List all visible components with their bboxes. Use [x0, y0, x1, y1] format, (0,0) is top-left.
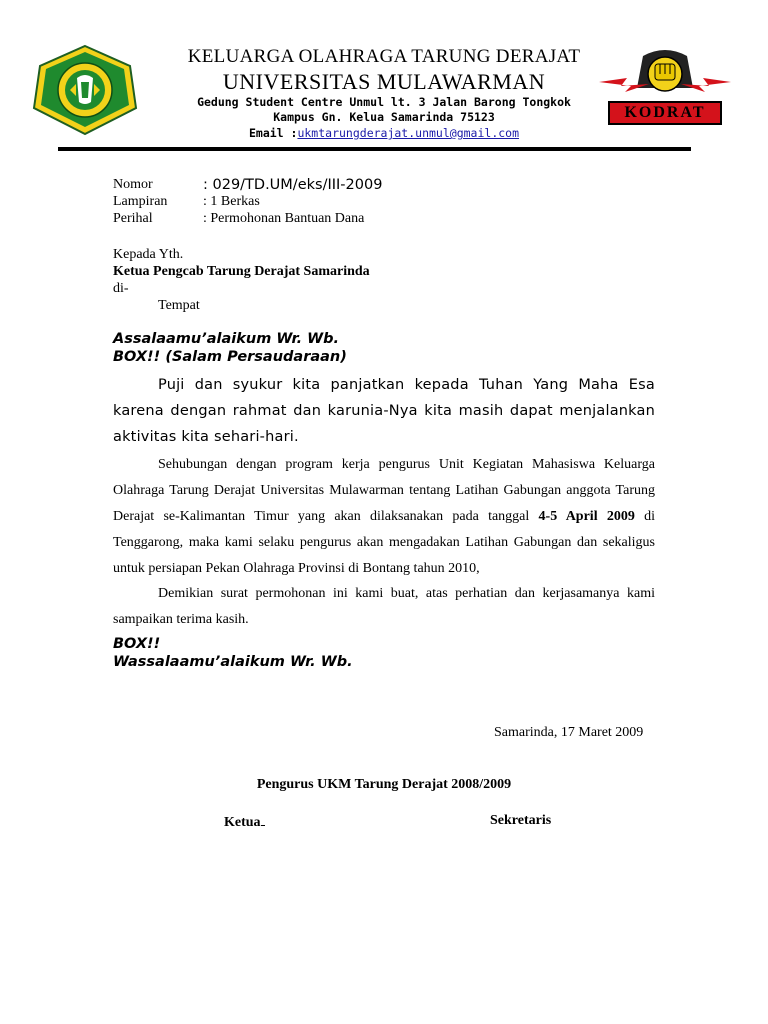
recipient-greeting: Kepada Yth.	[113, 247, 184, 262]
paragraph-2	[113, 452, 655, 582]
paragraph-2-text-b: di Tenggarong, maka kami selaku pengurus akan mengadakan Latihan Gabungan dan sekaligus untuk persiapan Pekan Olahraga Provinsi di Bontang tahun 2010,	[113, 509, 656, 576]
address-line2: Kampus Gn. Kelua Samarinda 75123	[273, 110, 495, 124]
salam-opening: Assalaamu’alaikum Wr. Wb.	[113, 331, 340, 347]
ketua-text: Ketua	[224, 815, 261, 830]
lampiran-value: : 1 Berkas	[203, 194, 260, 209]
paragraph-3	[113, 581, 655, 633]
closing-salam: Wassalaamu’alaikum Wr. Wb.	[113, 654, 353, 670]
address-line1: Gedung Student Centre Unmul lt. 3 Jalan Barong Tongkok	[197, 95, 571, 109]
recipient-di: di-	[113, 281, 129, 296]
salam-box: BOX!! (Salam Persaudaraan)	[113, 349, 347, 365]
closing-box: BOX!!	[113, 636, 161, 652]
place-date: Samarinda, 17 Maret 2009	[494, 725, 644, 740]
org-name-line2: UNIVERSITAS MULAWARMAN	[222, 69, 546, 94]
paragraph-1	[113, 372, 655, 450]
sekretaris-label: Sekretaris	[490, 813, 552, 828]
nomor-value: : 029/TD.UM/eks/III-2009	[203, 177, 383, 193]
ketua-signature-line	[261, 813, 265, 826]
letterhead-divider	[58, 147, 691, 151]
ketua-label	[224, 813, 265, 831]
kodrat-logo-text: KODRAT	[624, 104, 706, 121]
email-link[interactable]: ukmtarungderajat.unmul@gmail.com	[297, 126, 520, 140]
paragraph-2-text-a: Sehubungan dengan program kerja pengurus Unit Kegiatan Mahasiswa Keluarga Olahraga Tarung Derajat Universitas Mulawarman tentang Latihan Gabungan anggota Tarung Derajat se-Kalimantan Timur yang akan dilaksanakan pada tanggal	[113, 457, 655, 524]
event-date: 4-5 April 2009	[538, 509, 635, 524]
perihal-label: Perihal	[113, 211, 153, 226]
perihal-value: : Permohonan Bantuan Dana	[203, 211, 365, 226]
email-label: Email :	[248, 126, 298, 140]
recipient-place: Tempat	[158, 298, 200, 313]
paragraph-3-text: Demikian surat permohonan ini kami buat, atas perhatian dan kerjasamanya kami sampaikan terima kasih.	[113, 586, 655, 627]
email-line	[0, 126, 768, 140]
recipient-name: Ketua Pengcab Tarung Derajat Samarinda	[113, 264, 370, 279]
paragraph-1-text: Puji dan syukur kita panjatkan kepada Tuhan Yang Maha Esa karena dengan rahmat dan karunia-Nya kita masih dapat menjalankan aktivitas kita sehari-hari.	[113, 377, 655, 445]
nomor-label: Nomor	[113, 177, 153, 192]
committee-title: Pengurus UKM Tarung Derajat 2008/2009	[256, 777, 512, 792]
lampiran-label: Lampiran	[113, 194, 168, 209]
org-name-line1: KELUARGA OLAHRAGA TARUNG DERAJAT	[187, 46, 581, 67]
